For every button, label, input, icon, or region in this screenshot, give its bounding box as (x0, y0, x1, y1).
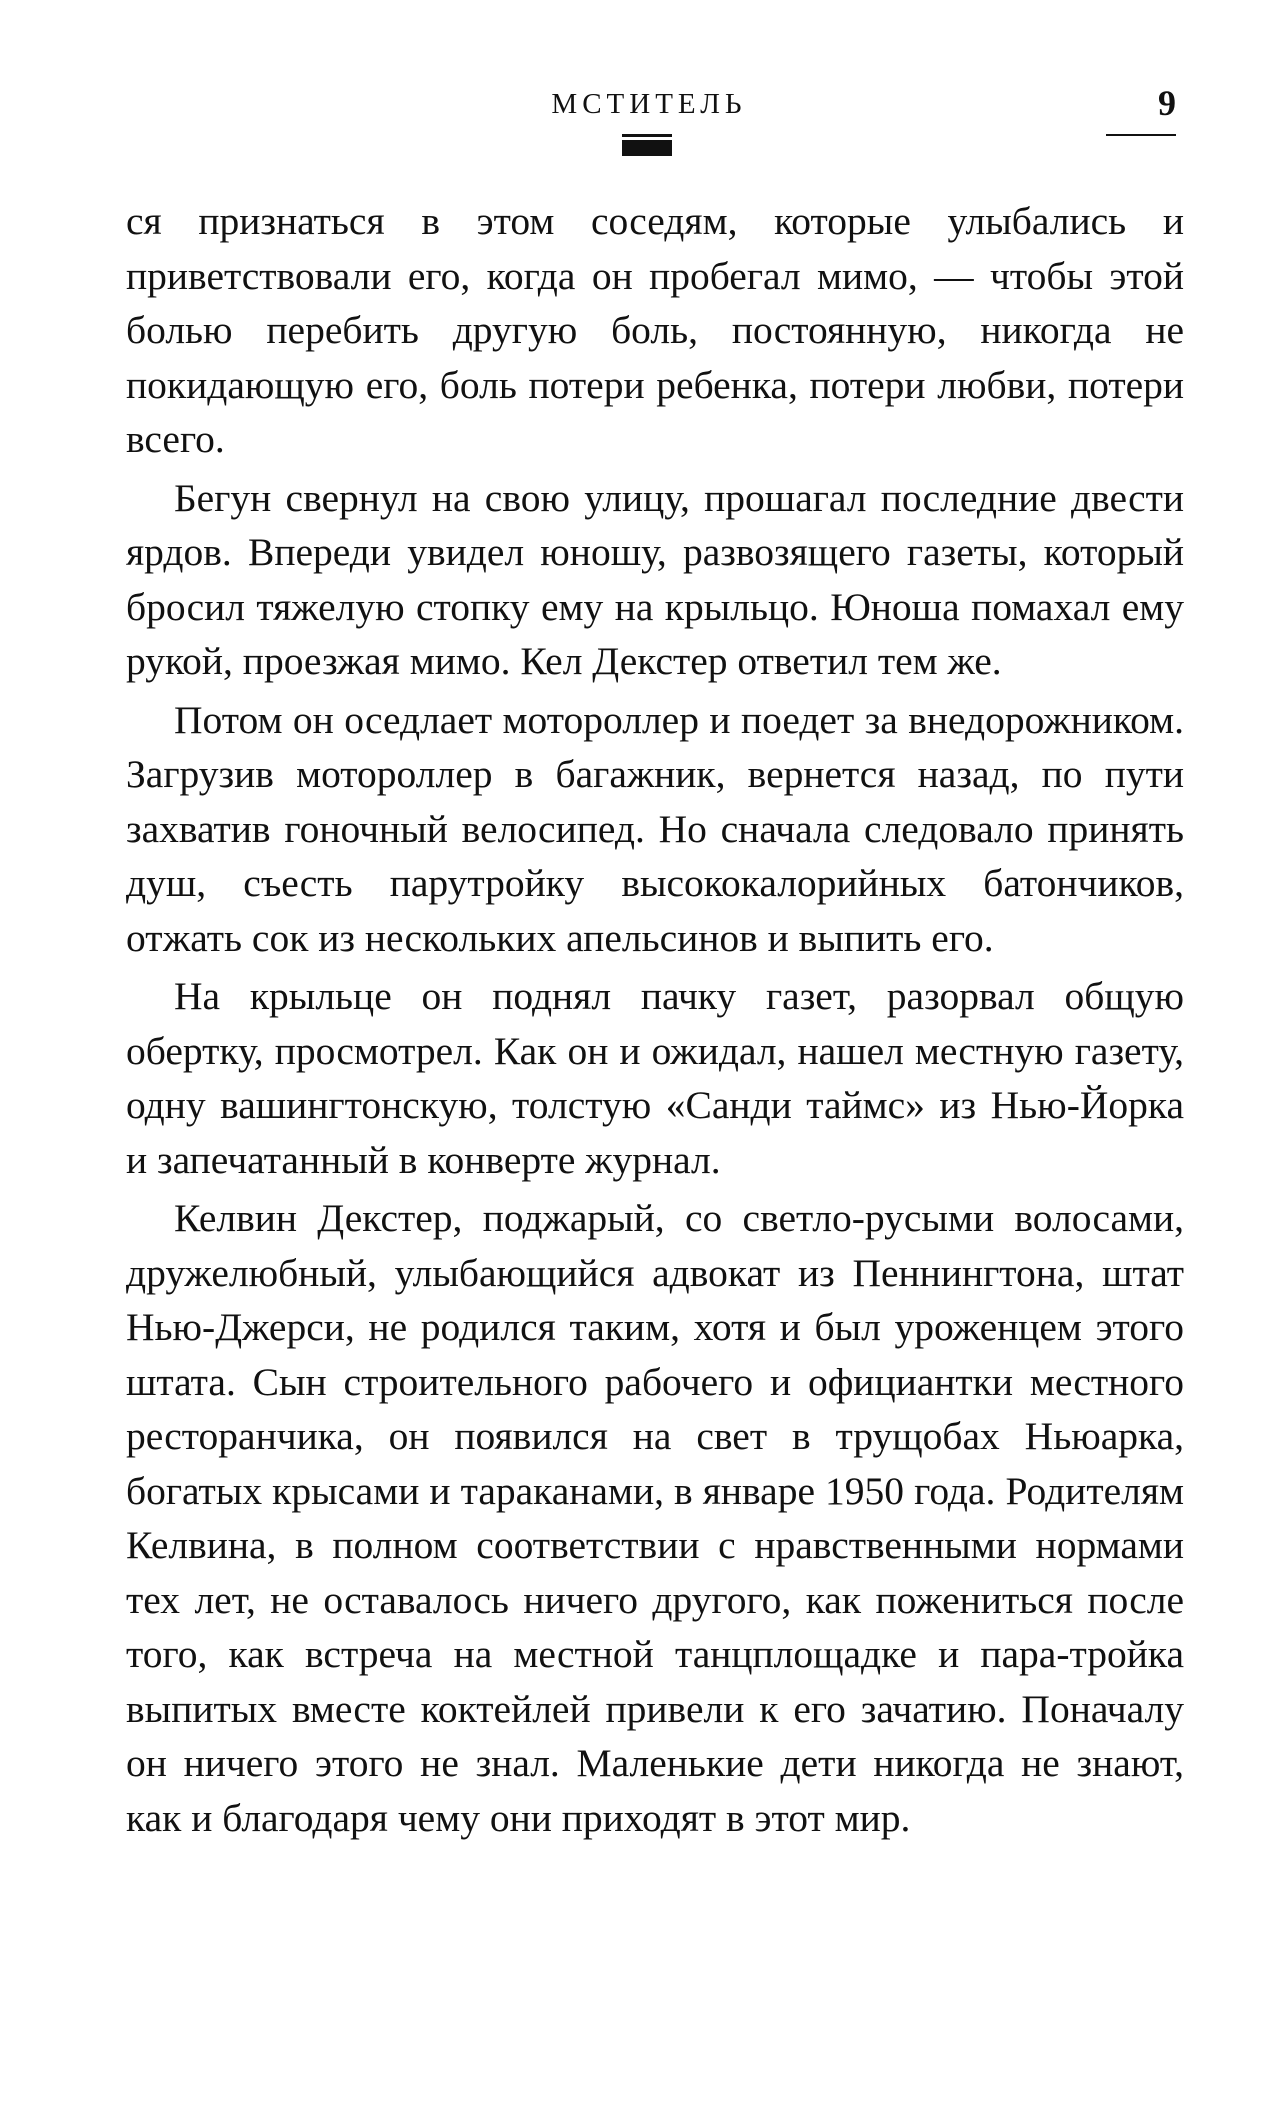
paragraph: Келвин Декстер, поджарый, со светло-русыми волосами, дружелюбный, улыбающийся адвокат из Пеннингтона, штат Нью-Джерси, не родился таким, хотя и был уроженцем этого штата. Сын строительного рабочего и официантки местного ресторанчика, он появился на свет в трущобах Ньюарка, богатых крысами и тараканами, в январе 1950 года. Родителям Келвина, в полном соответствии с нравственными нормами тех лет, не оставалось ничего другого, как пожениться после того, как встреча на местной танцплощадке и пара-тройка выпитых вместе коктейлей привели к его зачатию. Поначалу он ничего этого не знал. Маленькие дети никогда не знают, как и благодаря чему они приходят в этот мир. (126, 1196, 1184, 1840)
running-title: МСТИТЕЛЬ (551, 88, 747, 120)
running-head (0, 83, 1288, 168)
page-number: 9 (1158, 83, 1176, 123)
body-text (126, 194, 1184, 1849)
paragraph: Бегун свернул на свою улицу, прошагал последние двести ярдов. Впереди увидел юношу, развозящего газеты, который бросил тяжелую стопку ему на крыльцо. Юноша помахал ему рукой, проезжая мимо. Кел Декстер ответил тем же. (126, 475, 1184, 683)
page-number-rule (1106, 134, 1176, 136)
paragraph: Потом он оседлает мотороллер и поедет за внедорожником. Загрузив мотороллер в багажник, вернется назад, по пути захватив гоночный велосипед. Но сначала следовало принять душ, съесть парутройку высококалорийных батончиков, отжать сок из нескольких апельсинов и выпить его. (126, 697, 1184, 960)
title-ornament (622, 140, 672, 156)
paragraph-continuation: ся признаться в этом соседям, которые улыбались и приветствовали его, когда он пробегал мимо, — чтобы этой болью перебить другую боль, постоянную, никогда не покидающую его, боль потери ребенка, потери любви, потери всего. (126, 199, 1184, 461)
paragraph: На крыльце он поднял пачку газет, разорвал общую обертку, просмотрел. Как он и ожидал, нашел местную газету, одну вашингтонскую, толстую «Санди таймс» из Нью-Йорка и запечатанный в конверте журнал. (126, 974, 1184, 1182)
